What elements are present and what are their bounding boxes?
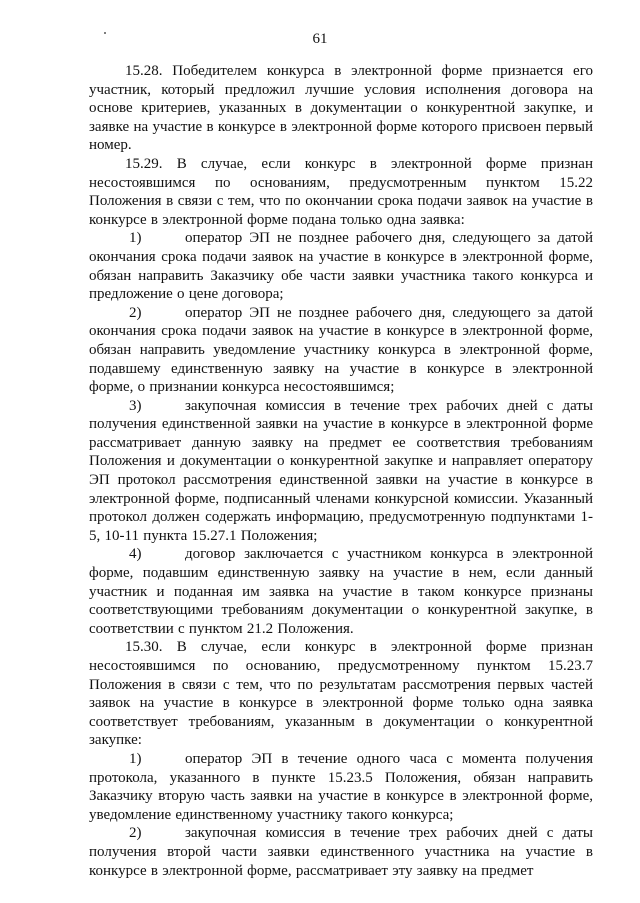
paragraph-text: 15.30. В случае, если конкурс в электронной форме признан несостоявшимся по основанию, предусмотренному пунктом 15.23.7 Положения в связи с тем, что по результатам рассмотрения первых частей заявок на участие в конкурсе в электронной форме только одна заявка соответствует требованиям, указанным в документации о конкурентной закупке:: [89, 639, 593, 749]
paragraph-15-28: [89, 62, 593, 155]
list-item-number: 1): [129, 230, 142, 247]
body-text: [89, 62, 593, 880]
paragraph-15-29: [89, 155, 593, 229]
list-item-text: закупочная комиссия в течение трех рабочих дней с даты получения единственной заявки на участие в конкурсе в электронной форме рассматривает данную заявку на предмет ее соответствия требованиям Положения и документации о конкурентной закупке и направляет оператору ЭП протокол рассмотрения единственной заявки на участие в конкурсе в электронной форме, подписанный членами конкурсной комиссии. Указанный протокол должен содержать информацию, предусмотренную подпунктами 1-5, 10-11 пункта 15.27.1 Положения;: [89, 397, 593, 544]
list-item-text: закупочная комиссия в течение трех рабочих дней с даты получения второй части заявки единственного участника на участие в конкурсе в электронной форме, рассматривает эту заявку на предмет: [89, 825, 593, 879]
list-item-number: 3): [129, 397, 142, 414]
list-item-text: оператор ЭП не позднее рабочего дня, следующего за датой окончания срока подачи заявок на участие в конкурсе в электронной форме, обязан направить Заказчику обе части заявки участника такого конкурса и предложение о цене договора;: [89, 230, 593, 303]
list-item-number: 1): [129, 750, 142, 767]
paragraph-15-30: [89, 638, 593, 750]
list-item-number: 4): [129, 546, 142, 563]
list-item-text: оператор ЭП в течение одного часа с момента получения протокола, указанного в пункте 15.23.5 Положения, обязан направить Заказчику вторую часть заявки на участие в конкурсе в электронной форме, уведомление единственному участнику такого конкурса;: [89, 750, 593, 823]
list-item-text: договор заключается с участником конкурса в электронной форме, подавшим единственную заявку на участие в нем, если данный участник и поданная им заявка на участие в таком конкурсе признаны соответствующими требованиям документации о конкурентной закупке, в соответствии с пунктом 21.2 Положения.: [89, 546, 593, 637]
list-item: [89, 824, 593, 880]
paragraph-text: 15.29. В случае, если конкурс в электронной форме признан несостоявшимся по основаниям, предусмотренным пунктом 15.22 Положения в связи с тем, что по окончании срока подачи заявок на участие в конкурсе в электронной форме подана только одна заявка:: [89, 155, 593, 228]
list-item-text: оператор ЭП не позднее рабочего дня, следующего за датой окончания срока подачи заявок на участие в конкурсе в электронной форме, обязан направить уведомление участнику конкурса в электронной форме, подавшему единственную заявку на участие в конкурсе в электронной форме, о признании конкурса несостоявшимся;: [89, 304, 593, 396]
list-item: [89, 229, 593, 303]
paragraph-text: 15.28. Победителем конкурса в электронной форме признается его участник, который предложил лучшие условия исполнения договора на основе критериев, указанных в документации о конкурентной закупке, и заявке на участие в конкурсе в электронной форме которого присвоен первый номер.: [89, 63, 593, 154]
list-item: [89, 750, 593, 824]
list-item: [89, 545, 593, 638]
list-item: [89, 397, 593, 546]
list-item-number: 2): [129, 825, 142, 842]
list-item-number: 2): [129, 304, 142, 321]
list-item: [89, 304, 593, 397]
page-number: 61: [312, 31, 328, 47]
